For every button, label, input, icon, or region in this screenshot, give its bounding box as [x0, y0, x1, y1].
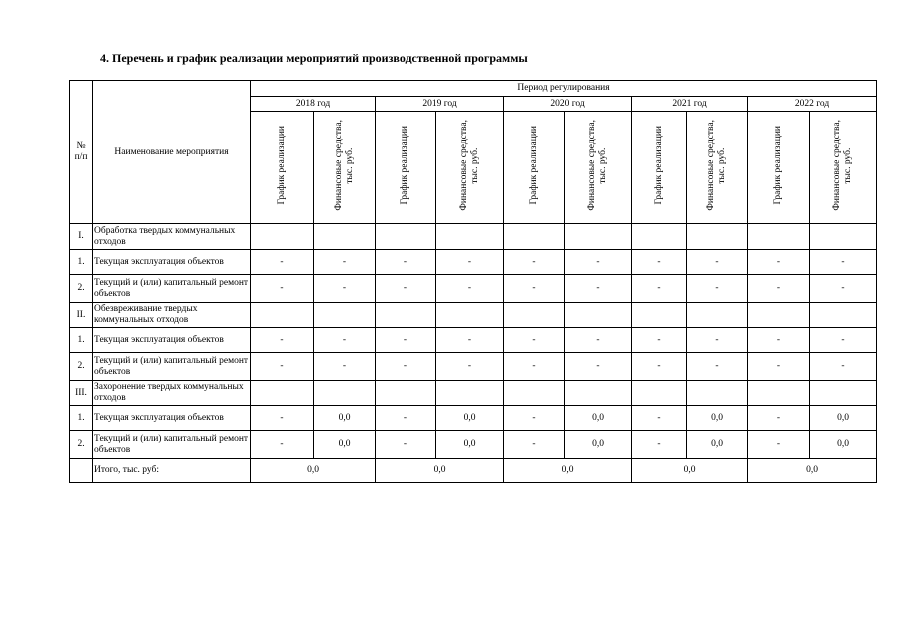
- table-row: [70, 381, 877, 406]
- row-cell: [251, 303, 314, 328]
- row-cell: -: [565, 328, 632, 353]
- row-cell: [565, 303, 632, 328]
- row-cell: 0,0: [436, 431, 504, 459]
- row-cell: -: [251, 353, 314, 381]
- row-cell: -: [810, 353, 877, 381]
- row-number: 1.: [70, 406, 93, 431]
- row-number: 2.: [70, 431, 93, 459]
- row-cell: -: [376, 406, 436, 431]
- header-year-4: 2022 год: [748, 97, 877, 112]
- table-row: [70, 275, 877, 303]
- row-cell: -: [251, 431, 314, 459]
- row-cell: -: [314, 250, 376, 275]
- row-name: Текущая эксплуатация объектов: [93, 328, 251, 353]
- header-finance-2: Финансовые средства, тыс. руб.: [565, 112, 632, 224]
- row-cell: -: [314, 328, 376, 353]
- table-row: [70, 431, 877, 459]
- header-num: № п/п: [70, 81, 93, 224]
- row-cell: -: [810, 328, 877, 353]
- row-cell: -: [632, 250, 687, 275]
- row-cell: -: [565, 275, 632, 303]
- header-schedule-4: График реализации: [748, 112, 810, 224]
- row-cell: [314, 381, 376, 406]
- row-cell: -: [376, 275, 436, 303]
- table-row: [70, 328, 877, 353]
- row-cell: [251, 224, 314, 250]
- row-cell: 0,0: [810, 406, 877, 431]
- row-cell: [632, 381, 687, 406]
- table-row: [70, 303, 877, 328]
- row-name: Текущий и (или) капитальный ремонт объектов: [93, 353, 251, 381]
- row-cell: -: [565, 250, 632, 275]
- row-cell: -: [504, 275, 565, 303]
- row-name: Обезвреживание твердых коммунальных отходов: [93, 303, 251, 328]
- row-cell: [810, 224, 877, 250]
- row-cell: [251, 381, 314, 406]
- row-cell: 0,0: [810, 431, 877, 459]
- total-num: [70, 459, 93, 483]
- row-cell: [314, 303, 376, 328]
- row-cell: -: [251, 275, 314, 303]
- row-cell: -: [376, 328, 436, 353]
- header-schedule-0: График реализации: [251, 112, 314, 224]
- header-finance-3: Финансовые средства, тыс. руб.: [687, 112, 748, 224]
- row-cell: [314, 224, 376, 250]
- row-cell: 0,0: [436, 406, 504, 431]
- row-name: Текущая эксплуатация объектов: [93, 250, 251, 275]
- row-cell: -: [436, 353, 504, 381]
- row-cell: -: [687, 328, 748, 353]
- row-cell: [376, 381, 436, 406]
- row-number: III.: [70, 381, 93, 406]
- row-cell: -: [748, 250, 810, 275]
- header-finance-1: Финансовые средства, тыс. руб.: [436, 112, 504, 224]
- row-cell: -: [504, 250, 565, 275]
- table-row: [70, 406, 877, 431]
- table-row: [70, 250, 877, 275]
- row-cell: [687, 381, 748, 406]
- row-cell: [748, 224, 810, 250]
- row-cell: -: [810, 250, 877, 275]
- row-number: 1.: [70, 328, 93, 353]
- row-cell: -: [748, 431, 810, 459]
- row-cell: -: [565, 353, 632, 381]
- program-table: [69, 80, 877, 483]
- row-cell: [436, 381, 504, 406]
- row-name: Текущая эксплуатация объектов: [93, 406, 251, 431]
- row-number: 2.: [70, 275, 93, 303]
- table-row: [70, 353, 877, 381]
- row-cell: -: [810, 275, 877, 303]
- row-name: Обработка твердых коммунальных отходов: [93, 224, 251, 250]
- row-cell: [748, 381, 810, 406]
- row-number: 2.: [70, 353, 93, 381]
- total-value-3: 0,0: [632, 459, 748, 483]
- header-year-0: 2018 год: [251, 97, 376, 112]
- row-cell: 0,0: [565, 406, 632, 431]
- row-cell: [504, 224, 565, 250]
- header-year-2: 2020 год: [504, 97, 632, 112]
- row-cell: -: [632, 406, 687, 431]
- header-schedule-1: График реализации: [376, 112, 436, 224]
- header-period: Период регулирования: [251, 81, 877, 97]
- row-cell: [687, 303, 748, 328]
- header-name: Наименование мероприятия: [93, 81, 251, 224]
- row-cell: [632, 224, 687, 250]
- table-row: [70, 224, 877, 250]
- row-cell: -: [251, 250, 314, 275]
- header-finance-0: Финансовые средства, тыс. руб.: [314, 112, 376, 224]
- row-cell: -: [251, 328, 314, 353]
- total-value-1: 0,0: [376, 459, 504, 483]
- row-cell: -: [632, 275, 687, 303]
- total-value-4: 0,0: [748, 459, 877, 483]
- row-cell: -: [504, 328, 565, 353]
- total-value-2: 0,0: [504, 459, 632, 483]
- total-label: Итого, тыс. руб:: [93, 459, 251, 483]
- row-cell: -: [687, 353, 748, 381]
- row-cell: -: [632, 328, 687, 353]
- row-cell: 0,0: [565, 431, 632, 459]
- row-cell: [632, 303, 687, 328]
- header-schedule-3: График реализации: [632, 112, 687, 224]
- row-cell: -: [376, 431, 436, 459]
- row-cell: 0,0: [314, 431, 376, 459]
- row-cell: -: [504, 431, 565, 459]
- row-cell: -: [504, 353, 565, 381]
- row-cell: -: [314, 353, 376, 381]
- row-cell: -: [748, 353, 810, 381]
- row-cell: -: [748, 275, 810, 303]
- row-cell: [376, 303, 436, 328]
- row-number: I.: [70, 224, 93, 250]
- row-cell: -: [632, 431, 687, 459]
- row-cell: [436, 303, 504, 328]
- header-schedule-2: График реализации: [504, 112, 565, 224]
- total-value-0: 0,0: [251, 459, 376, 483]
- row-cell: 0,0: [314, 406, 376, 431]
- row-cell: -: [314, 275, 376, 303]
- row-cell: [565, 381, 632, 406]
- section-title: 4. Перечень и график реализации мероприятий производственной программы: [100, 51, 528, 65]
- row-cell: [376, 224, 436, 250]
- row-cell: -: [687, 275, 748, 303]
- row-name: Текущий и (или) капитальный ремонт объектов: [93, 431, 251, 459]
- row-name: Текущий и (или) капитальный ремонт объектов: [93, 275, 251, 303]
- row-cell: -: [376, 353, 436, 381]
- row-number: 1.: [70, 250, 93, 275]
- total-row: [70, 459, 877, 483]
- row-cell: 0,0: [687, 406, 748, 431]
- row-cell: 0,0: [687, 431, 748, 459]
- row-number: II.: [70, 303, 93, 328]
- row-cell: [504, 381, 565, 406]
- row-cell: [687, 224, 748, 250]
- row-cell: [565, 224, 632, 250]
- row-cell: -: [687, 250, 748, 275]
- row-cell: -: [748, 406, 810, 431]
- row-cell: [748, 303, 810, 328]
- row-cell: -: [376, 250, 436, 275]
- header-year-3: 2021 год: [632, 97, 748, 112]
- row-cell: -: [251, 406, 314, 431]
- row-name: Захоронение твердых коммунальных отходов: [93, 381, 251, 406]
- row-cell: -: [748, 328, 810, 353]
- row-cell: [436, 224, 504, 250]
- row-cell: -: [504, 406, 565, 431]
- header-finance-4: Финансовые средства, тыс. руб.: [810, 112, 877, 224]
- header-year-1: 2019 год: [376, 97, 504, 112]
- row-cell: -: [632, 353, 687, 381]
- row-cell: [810, 303, 877, 328]
- row-cell: -: [436, 328, 504, 353]
- row-cell: [504, 303, 565, 328]
- row-cell: -: [436, 275, 504, 303]
- row-cell: -: [436, 250, 504, 275]
- row-cell: [810, 381, 877, 406]
